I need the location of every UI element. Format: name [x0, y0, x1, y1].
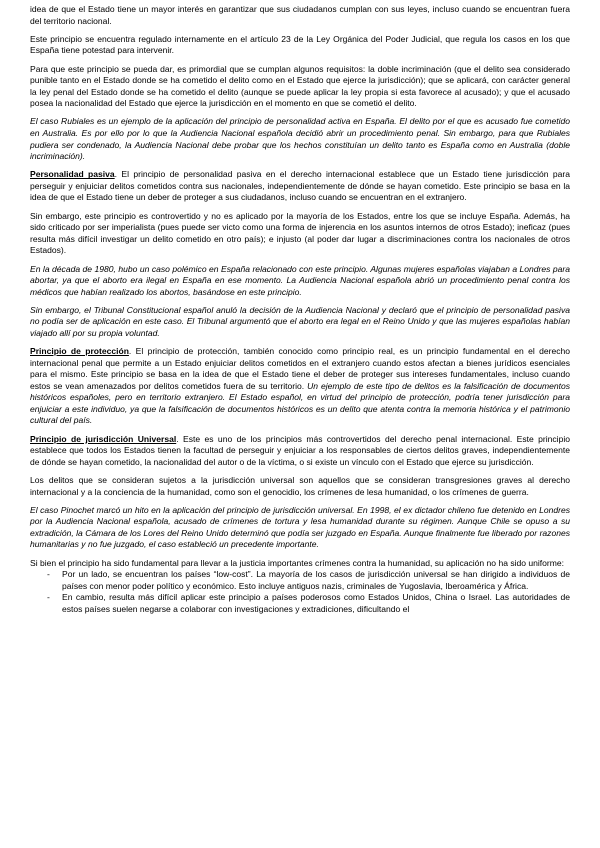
list-item: [30, 569, 570, 592]
bullet-dash: -: [47, 569, 50, 580]
paragraph-controversy: Sin embargo, este principio es controvertido y no es aplicado por la mayoría de los Estados, entre los que se incluye España. Además, ha sido criticado por ser imperialista (pues puede ser victo como una forma de injerencia en los asuntos internos de otros Estado); ineficaz (pues resulta más difícil investigar un delito cometido en otro país); e injusto (al poder dar lugar a discriminaciones contra los nacionales de otros Estados).: [30, 210, 570, 256]
paragraph-passive-personality: [30, 169, 570, 204]
protection-principle-text: . El principio de protección, también conocido como principio real, es un principio fundamental en el derecho internacional penal que permite a un Estado enjuiciar delitos cometidos en el extranjero cuando estos afectan a bienes jurídicos esenciales para el mismo. Este principio se basa en la idea de que el Estado tiene el deber de proteger sus intereses fundamentales, incluso cuando estos se vean amenazados por delitos cometidos fuera de su territorio.: [30, 346, 570, 391]
heading-protection-principle: Principio de protección: [30, 346, 129, 357]
list-item-text: Por un lado, se encuentran los países “low-cost”. La mayoría de los casos de jurisdicción universal se han dirigido a individuos de países con menor poder político y económico. Esto incluye antiguos nazis, criminales de Yugoslavia, Iberoamérica y África.: [62, 569, 570, 591]
passive-personality-text: . El principio de personalidad pasiva en el derecho internacional establece que un Estado tiene jurisdicción para perseguir y enjuiciar delitos cometidos contra sus nacionales, independientemente de dónde se hayan cometido. Este principio se basa en la idea de que el Estado tiene un deber de proteger a sus ciudadanos, incluso cuando se encuentran en el extranjero.: [30, 169, 570, 203]
paragraph-universal-jurisdiction: [30, 434, 570, 469]
heading-universal-jurisdiction: Principio de jurisdicción Universal: [30, 433, 177, 444]
list-item: [30, 592, 570, 615]
bullet-list: [30, 569, 570, 615]
protection-principle-example: Un ejemplo de este tipo de delitos es la falsificación de documentos históricos españoles, pero en territorio extranjero. El Estado español, en virtud del principio de protección, podría tener jurisdicción para enjuiciar a este individuo, ya que la falsificación de documentos históricos es un delito que atenta contra la memoria histórica y el patrimonio cultural del país.: [30, 380, 570, 426]
bullet-dash: -: [47, 592, 50, 603]
paragraph-abortion-case: En la década de 1980, hubo un caso polémico en España relacionado con este principio. Algunas mujeres españolas viajaban a Londres para abortar, ya que el aborto era ilegal en España en ese momento. La Audiencia Nacional española abrió un procedimiento penal contra los médicos que habían realizado los abortos, basándose en este principio.: [30, 263, 570, 297]
paragraph-crimes: Los delitos que se consideran sujetos a la jurisdicción universal son aquellos que se consideran transgresiones graves al derecho internacional y a la conciencia de la humanidad, como son el genocidio, los crímenes de lesa humanidad, o los crímenes de guerra.: [30, 475, 570, 497]
list-item-text: En cambio, resulta más difícil aplicar este principio a países poderosos como Estados Unidos, China o Israel. Las autoridades de estos países suelen negarse a colaborar con investigaciones y extradiciones, dificultando el: [62, 592, 570, 614]
paragraph-rubiales-example: El caso Rubiales es un ejemplo de la aplicación del principio de personalidad activa en España. El delito por el que es acusado fue cometido en Australia. Es por ello por lo que la Audiencia Nacional española decidió abrir un procedimiento penal. Sin embargo, para que Rubiales pudiera ser condenado, la Audiencia Nacional debe probar que los hechos constituían un delito tanto es España como en Australia (doble incriminación).: [30, 116, 570, 162]
paragraph-continuation: idea de que el Estado tiene un mayor interés en garantizar que sus ciudadanos cumplan con sus leyes, incluso cuando se encuentran fuera del territorio nacional.: [30, 4, 570, 26]
paragraph-regulation: Este principio se encuentra regulado internamente en el artículo 23 de la Ley Orgánica del Poder Judicial, que regula los casos en los que España tiene potestad para intervenir.: [30, 33, 570, 56]
paragraph-constitutional-court: Sin embargo, el Tribunal Constitucional español anuló la decisión de la Audiencia Nacional y declaró que el principio de personalidad pasiva no podía ser de aplicación en este caso. El Tribunal argumentó que el aborto era legal en el Reino Unido y que las mujeres españolas habían viajado allí por su propia voluntad.: [30, 304, 570, 338]
paragraph-pinochet-case: El caso Pinochet marcó un hito en la aplicación del principio de jurisdicción universal. En 1998, el ex dictador chileno fue detenido en Londres por la Audiencia Nacional española, acusado de crímenes de tortura y lesa humanidad durante su régimen. Aunque Chile se opuso a su extradición, la Cámara de los Lores del Reino Unido determinó que podía ser juzgado en España. Aunque finalmente fue liberado por razones humanitarias y no fue juzgado, el caso estableció un precedente importante.: [30, 504, 570, 550]
universal-jurisdiction-text: . Este es uno de los principios más controvertidos del derecho penal internacional. Este principio establece que todos los Estados tienen la facultad de perseguir y enjuiciar a los responsables de ciertos delitos graves, independientemente de dónde se hayan cometido, la nacionalidad del autor o de la víctima, o si existe un vínculo con el Estado que ejerce su jurisdicción.: [30, 433, 570, 467]
heading-passive-personality: Personalidad pasiva: [30, 169, 115, 180]
paragraph-protection-principle: [30, 346, 570, 427]
paragraph-uneven-application: Si bien el principio ha sido fundamental para llevar a la justicia importantes crímenes contra la humanidad, su aplicación no ha sido uniforme:: [30, 557, 565, 568]
paragraph-requirements: Para que este principio se pueda dar, es primordial que se cumplan algunos requisitos: la doble incriminación (que el delito sea considerado punible tanto en el Estado donde se ha cometido el delito como en el Estado que ejerce la jurisdicción); que se aplicará, con carácter general la ley penal del Estado donde se ha cometido el delito (aunque se puede aplicar la ley propia si esta favorece al acusado); y que el acusado posea la nacionalidad del Estado que ejerce la jurisdicción en el momento en que se cometió el delito.: [30, 63, 570, 109]
